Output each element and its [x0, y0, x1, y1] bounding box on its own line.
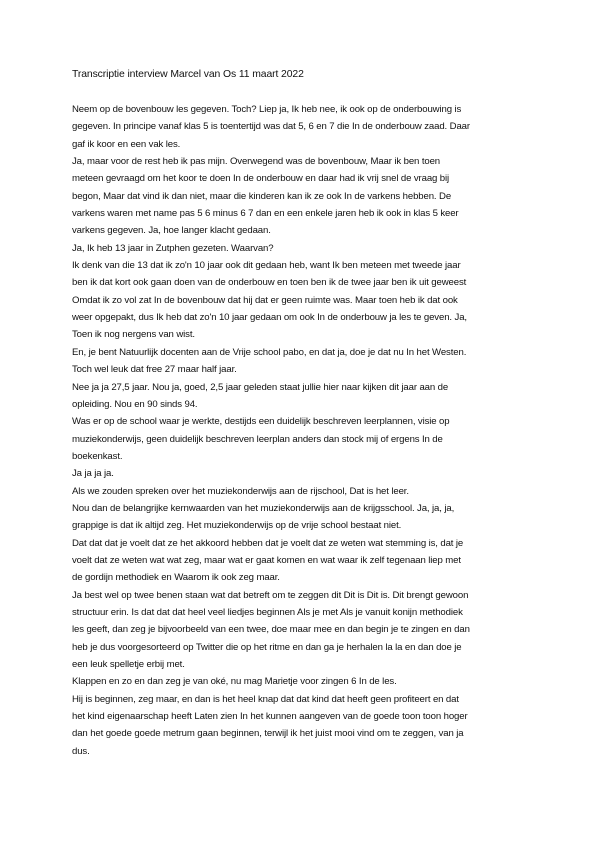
- document-title: Transcriptie interview Marcel van Os 11 maart 2022: [72, 69, 304, 80]
- transcript-line: varkens waren met name pas 5 6 minus 6 7 dan en een enkele jaren heb ik ook in klas 5 keer: [72, 208, 459, 220]
- transcript-line: begon, Maar dat vind ik dan niet, maar die kinderen kan ik ze ook In de varkens hebben. De: [72, 190, 452, 202]
- transcript-line: gaf ik koor en een vak les.: [72, 138, 181, 150]
- transcript-line: grappige is dat ik altijd zeg. Het muziekonderwijs op de vrije school bestaat niet.: [72, 520, 402, 532]
- transcript-line: varkens gegeven. Ja, hoe langer klacht gedaan.: [72, 225, 271, 237]
- transcript-line: Toch wel leuk dat free 27 maar half jaar.: [72, 364, 237, 376]
- transcript-line: voelt dat ze weten wat wat zeg, maar wat er gaat komen en wat waar ik zelf tegenaan liep met: [72, 554, 461, 566]
- transcript-line: Dat dat dat je voelt dat ze het akkoord hebben dat je voelt dat ze weten wat stemming is, dat je: [72, 537, 464, 549]
- transcript-line: structuur erin. Is dat dat dat heel veel liedjes beginnen Als je met Als je vanuit konijn methodiek: [72, 606, 463, 618]
- transcript-line: En, je bent Natuurlijk docenten aan de Vrije school pabo, en dat ja, doe je dat nu In het Westen.: [72, 346, 467, 358]
- transcript-line: de gordijn methodiek en Waarom ik ook zeg maar.: [72, 572, 280, 584]
- transcript-line: Ik denk van die 13 dat ik zo'n 10 jaar ook dit gedaan heb, want Ik ben meteen met tweede jaar: [72, 260, 461, 272]
- transcript-line: een leuk spelletje erbij met.: [72, 659, 185, 670]
- transcript-line: opleiding. Nou en 90 sinds 94.: [72, 398, 198, 410]
- transcript-line: meteen gevraagd om het koor te doen In de onderbouw en daar had ik vrij snel de vraag bij: [72, 173, 450, 185]
- transcript-line: Nou dan de belangrijke kernwaarden van het muziekonderwijs aan de krijgsschool. Ja, ja, ja,: [72, 502, 455, 514]
- transcript-line: Ja, Ik heb 13 jaar in Zutphen gezeten. Waarvan?: [72, 242, 274, 254]
- transcript-line: Als we zouden spreken over het muziekonderwijs aan de rijschool, Dat is het leer.: [72, 485, 409, 497]
- transcript-line: Klappen en zo en dan zeg je van oké, nu mag Marietje voor zingen 6 In de les.: [72, 676, 397, 688]
- transcript-line: Was er op de school waar je werkte, destijds een duidelijk beschreven leerplannen, visie op: [72, 416, 450, 428]
- transcript-line: les geeft, dan zeg je bijvoorbeeld van een twee, doe maar mee en dan begin je te zingen en dan: [72, 624, 470, 636]
- transcript-line: boekenkast.: [72, 450, 123, 462]
- transcript-body: [72, 101, 532, 760]
- transcript-line: muziekonderwijs, geen duidelijk beschreven leerplan anders dan stock mij of ergens In de: [72, 433, 443, 445]
- transcript-line: gegeven. In principe vanaf klas 5 is toentertijd was dat 5, 6 en 7 die In de onderbouw zaad. Daar: [72, 121, 470, 133]
- transcript-line: Ja, maar voor de rest heb ik pas mijn. Overwegend was de bovenbouw, Maar ik ben toen: [72, 156, 441, 168]
- transcript-line: Toen ik nog nergens van wist.: [72, 329, 195, 341]
- transcript-line: weer opgepakt, dus Ik heb dat zo'n 10 jaar gedaan om ook In de onderbouw ja les te geven. Ja,: [72, 312, 467, 324]
- transcript-line: ben ik dat kort ook gaan doen van de onderbouw en toen ben ik de twee jaar ben ik uit geweest: [72, 277, 467, 289]
- transcript-line: Ja ja ja ja.: [72, 468, 114, 480]
- transcript-line: Hij is beginnen, zeg maar, en dan is het heel knap dat dat kind dat heeft geen profiteert en dat: [72, 693, 459, 705]
- transcript-line: Omdat ik zo vol zat In de bovenbouw dat hij dat er geen ruimte was. Maar toen heb ik dat ook: [72, 294, 458, 306]
- transcript-line: Neem op de bovenbouw les gegeven. Toch? Liep ja, Ik heb nee, ik ook op de onderbouwing is: [72, 104, 462, 115]
- transcript-line: dan het goede goede metrum gaan beginnen, terwijl ik het juist mooi vind om te zeggen, van ja: [72, 728, 464, 740]
- transcript-line: het kind eigenaarschap heeft Laten zien In het kunnen aangeven van de goede toon toon hoger: [72, 711, 468, 723]
- transcript-line: Ja best wel op twee benen staan wat dat betreft om te zeggen dit Dit is Dit is. Dit brengt gewoon: [72, 589, 469, 601]
- transcript-line: Nee ja ja 27,5 jaar. Nou ja, goed, 2,5 jaar geleden staat jullie hier naar kijken dit jaar aan de: [72, 381, 449, 393]
- transcript-line: heb je dus voorgesorteerd op Twitter die op het ritme en dan ga je herhalen la la en dan doe je: [72, 641, 462, 653]
- transcript-line: dus.: [72, 745, 90, 757]
